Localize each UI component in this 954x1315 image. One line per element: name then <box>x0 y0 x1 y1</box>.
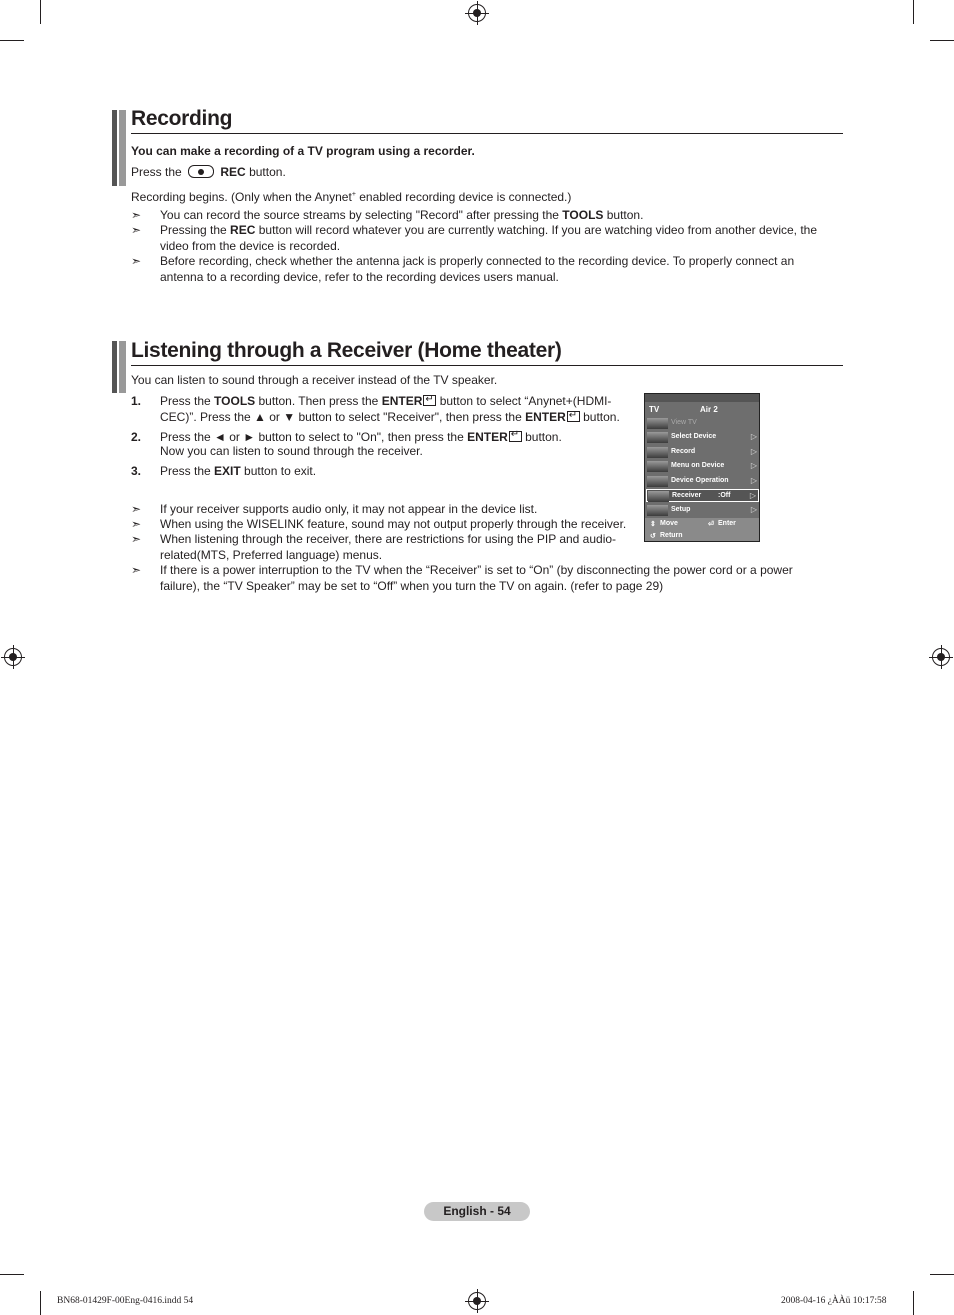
begins-text: Recording begins. (Only when the Anynet <box>131 190 352 204</box>
tv-menu-screenshot <box>644 393 760 542</box>
note-text: If there is a power interruption to the TV when the “Receiver” is set to “On” (by disconnecting the power cord or a power failure), the “TV Speaker” may be set to “Off” when you turn the TV on again. (refer to page 29) <box>160 563 793 593</box>
crop-mark <box>930 1274 954 1275</box>
recording-note <box>131 223 843 255</box>
enter-icon: ⏎ <box>708 521 714 528</box>
device-operation-icon <box>647 476 668 487</box>
footer-move: Move <box>660 520 678 527</box>
move-icon: ⇕ <box>650 521 656 528</box>
enter-icon <box>567 411 580 422</box>
step-3 <box>131 464 641 480</box>
note-text: When using the WISELINK feature, sound may not output properly through the receiver. <box>160 517 627 531</box>
crop-mark <box>913 0 914 24</box>
arrow-icon: ➣ <box>131 254 142 268</box>
chevron-right-icon: ▷ <box>750 461 757 470</box>
registration-mark-icon <box>932 648 950 666</box>
receiver-intro: You can listen to sound through a receiver instead of the TV speaker. <box>131 373 498 387</box>
section-bar <box>112 110 126 186</box>
menu-header-right: Air 2 <box>700 405 718 414</box>
recording-intro: You can make a recording of a TV program using a recorder. <box>131 144 475 158</box>
title-rule <box>131 365 843 366</box>
menu-footer <box>645 518 759 541</box>
step-number: 3. <box>131 464 142 478</box>
step-2 <box>131 430 641 460</box>
page-number: English - 54 <box>424 1202 530 1221</box>
menu-header-left: TV <box>649 405 660 414</box>
note-text: If your receiver supports audio only, it may not appear in the device list. <box>160 502 538 516</box>
recording-note <box>131 254 843 286</box>
arrow-icon: ➣ <box>131 517 142 531</box>
device-icon <box>647 432 668 443</box>
chevron-right-icon: ▷ <box>749 491 756 500</box>
section-title-recording: Recording <box>131 107 233 130</box>
slug-right: 2008-04-16 ¿ÀÀü 10:17:58 <box>781 1296 887 1306</box>
recording-note <box>131 208 843 224</box>
title-rule <box>131 133 843 134</box>
rec-button-icon <box>188 165 214 178</box>
chevron-right-icon: ▷ <box>750 447 757 456</box>
chevron-right-icon: ▷ <box>750 505 757 514</box>
press-prefix: Press the <box>131 165 182 179</box>
tv-icon <box>647 418 668 429</box>
recorder-icon <box>647 447 668 458</box>
return-icon: ↺ <box>650 533 656 540</box>
menu-top-strip <box>645 394 759 402</box>
crop-mark <box>0 1274 24 1275</box>
recording-press-line <box>131 165 286 180</box>
arrow-icon: ➣ <box>131 532 142 546</box>
step-text: Press the ◄ or ► button to select to "On", then press the ENTER↵ button. Now you can listen to sound through the receiver. <box>160 430 562 458</box>
crop-mark <box>40 0 41 24</box>
footer-return: Return <box>660 532 683 539</box>
menu-item-setup: Setup ▷ <box>646 504 759 517</box>
note-text: When listening through the receiver, there are restrictions for using the PIP and audio- related(MTS, Preferred language) menus. <box>160 532 617 562</box>
menu-item-menu-on-device: Menu on Device ▷ <box>646 460 759 473</box>
registration-mark-icon <box>4 648 22 666</box>
begins-sup: + <box>351 191 356 198</box>
menu-device-icon <box>647 461 668 472</box>
menu-item-receiver: Receiver :Off ▷ <box>646 489 759 502</box>
crop-mark <box>40 1291 41 1315</box>
step-text: Press the TOOLS button. Then press the ENTER↵ button to select “Anynet+(HDMI- CEC)”. Press the ▲ or ▼ button to select "Receiver", then press the ENTER↵ button. <box>160 394 620 425</box>
arrow-icon: ➣ <box>131 563 142 577</box>
menu-item-view-tv: View TV <box>646 417 759 430</box>
step-1 <box>131 394 641 426</box>
rec-label: REC <box>220 165 246 179</box>
crop-mark <box>0 40 24 41</box>
step-text: Press the EXIT button to exit. <box>160 464 317 478</box>
registration-mark-icon <box>468 4 486 22</box>
begins-text-end: enabled recording device is connected.) <box>355 190 572 204</box>
section-bar <box>112 341 126 393</box>
chevron-right-icon: ▷ <box>750 432 757 441</box>
arrow-icon: ➣ <box>131 223 142 237</box>
arrow-icon: ➣ <box>131 208 142 222</box>
enter-icon <box>423 395 436 406</box>
enter-icon <box>509 431 522 442</box>
step-number: 2. <box>131 430 142 444</box>
arrow-icon: ➣ <box>131 502 142 516</box>
note-text: You can record the source streams by selecting "Record" after pressing the TOOLS button. <box>160 208 644 222</box>
slug-left: BN68-01429F-00Eng-0416.indd 54 <box>57 1296 194 1306</box>
receiver-note <box>131 563 843 595</box>
crop-mark <box>930 40 954 41</box>
menu-item-record: Record ▷ <box>646 446 759 459</box>
menu-item-select-device: Select Device ▷ <box>646 431 759 444</box>
step-number: 1. <box>131 394 142 408</box>
receiver-icon <box>648 491 669 502</box>
press-suffix: button. <box>249 165 286 179</box>
section-title-receiver: Listening through a Receiver (Home theater) <box>131 339 562 362</box>
menu-item-device-operation: Device Operation ▷ <box>646 475 759 488</box>
note-text: Pressing the REC button will record whatever you are currently watching. If you are watching video from another device, the video from the device is recorded. <box>160 223 818 253</box>
registration-mark-icon <box>468 1292 486 1310</box>
footer-enter: Enter <box>718 520 736 527</box>
gear-icon <box>647 505 668 516</box>
recording-begins <box>131 187 571 205</box>
note-text: Before recording, check whether the antenna jack is properly connected to the recording device. To properly connect an antenna to a recording device, refer to the recording devices users manual. <box>160 254 795 284</box>
crop-mark <box>913 1291 914 1315</box>
chevron-right-icon: ▷ <box>750 476 757 485</box>
